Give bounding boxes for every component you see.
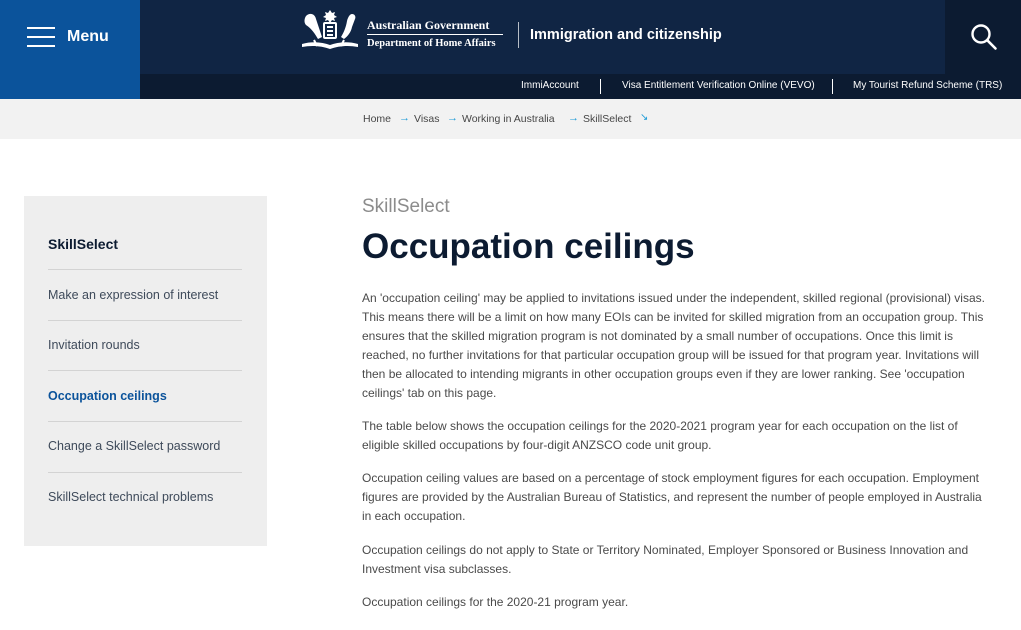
- breadcrumb-visas[interactable]: Visas: [414, 113, 440, 125]
- sidebar-item-change-password[interactable]: Change a SkillSelect password: [48, 439, 221, 453]
- exclusions-paragraph: Occupation ceilings do not apply to State or Territory Nominated, Employer Sponsored or Business Innovation and Investment visa subclasses.: [362, 543, 969, 576]
- sidebar-divider: [48, 472, 242, 473]
- arrow-down-right-icon[interactable]: ↘: [640, 112, 649, 123]
- page-title: Occupation ceilings: [362, 227, 695, 266]
- sidebar-item-expression-of-interest[interactable]: Make an expression of interest: [48, 288, 219, 302]
- menu-icon[interactable]: [27, 27, 55, 47]
- utility-separator: [832, 79, 833, 94]
- sidebar-item-technical-problems[interactable]: SkillSelect technical problems: [48, 490, 214, 504]
- menu-label[interactable]: Menu: [67, 28, 109, 45]
- table-description-paragraph: The table below shows the occupation ceilings for the 2020-2021 program year for each occupation on the list of eligible skilled occupations by four-digit ANZSCO code unit group.: [362, 419, 958, 452]
- vevo-link[interactable]: Visa Entitlement Verification Online (VEVO): [622, 80, 815, 91]
- department-name: Department of Home Affairs: [367, 38, 496, 49]
- sidebar-divider: [48, 320, 242, 321]
- page-eyebrow: SkillSelect: [362, 196, 450, 217]
- breadcrumb-working-in-australia[interactable]: Working in Australia: [462, 113, 555, 125]
- search-icon[interactable]: [970, 23, 998, 51]
- sidebar-item-occupation-ceilings[interactable]: Occupation ceilings: [48, 389, 167, 403]
- gov-divider: [367, 34, 503, 35]
- arrow-right-icon: →: [399, 112, 410, 124]
- sidebar-divider: [48, 269, 242, 270]
- utility-separator: [600, 79, 601, 94]
- program-year-paragraph: Occupation ceilings for the 2020-21 program year.: [362, 595, 629, 609]
- arrow-right-icon: →: [568, 112, 579, 124]
- sidebar-item-invitation-rounds[interactable]: Invitation rounds: [48, 338, 140, 352]
- intro-paragraph: An 'occupation ceiling' may be applied to invitations issued under the independent, skilled regional (provisional) visas. This means there will be a limit on how many EOIs can be invited for skilled migration from an occupation group. This ensures that the skilled migration program is not dominated by a small number of occupations. Once this limit is reached, no further invitations for that particular occupation group will be issued for that program year. Invitations will then be allocated to intending migrants in other occupation groups even if they are lower ranking. See 'occupation ceilings' tab on this page.: [362, 291, 985, 400]
- arrow-right-icon: →: [447, 112, 458, 124]
- menu-button[interactable]: [0, 0, 140, 99]
- ceiling-values-paragraph: Occupation ceiling values are based on a percentage of stock employment figures for each occupation. Employment figures are provided by the Australian Bureau of Statistics, and represent the number of people employed in Australia in each occupation.: [362, 471, 982, 523]
- sidebar-divider: [48, 421, 242, 422]
- breadcrumb-home[interactable]: Home: [363, 113, 392, 125]
- breadcrumb-skillselect[interactable]: SkillSelect: [583, 113, 632, 125]
- header-divider: [518, 22, 519, 48]
- sidebar-title[interactable]: SkillSelect: [48, 236, 119, 252]
- immiaccount-link[interactable]: ImmiAccount: [521, 80, 579, 91]
- trs-link[interactable]: My Tourist Refund Scheme (TRS): [853, 80, 1003, 91]
- crest-logo[interactable]: [296, 6, 364, 54]
- sidebar-divider: [48, 370, 242, 371]
- site-title[interactable]: Immigration and citizenship: [530, 27, 722, 43]
- gov-name: Australian Government: [367, 18, 490, 32]
